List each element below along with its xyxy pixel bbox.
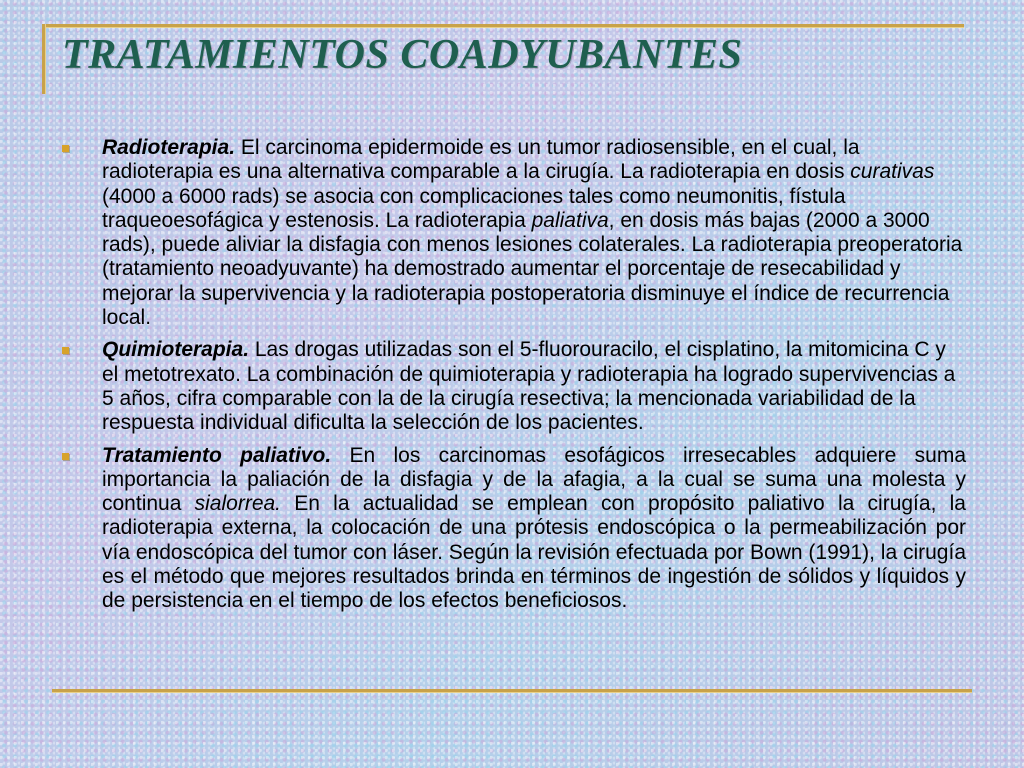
item-emphasis: curativas xyxy=(850,160,935,184)
item-text: Las drogas utilizadas son el 5-fluorouracilo, el cisplatino, la mitomicina C y el metotrexato. La combinación de quimioterapia y radioterapia ha logrado supervivencias a 5 años, cifra comparable con la de la cirugía resectiva; la mencionada variabilidad de la respuesta individual dificulta la selección de los pacientes. xyxy=(102,338,956,435)
item-emphasis: sialorrea. xyxy=(194,492,282,516)
item-text: El carcinoma epidermoide es un tumor radiosensible, en el cual, la radioterapia es una alternativa comparable a la cirugía. La radioterapia en dosis xyxy=(102,136,860,184)
list-item-radioterapia xyxy=(62,136,966,330)
list-item-tratamiento-paliativo xyxy=(62,444,966,614)
slide-title: TRATAMIENTOS COADYUBANTES xyxy=(62,32,743,78)
item-term: Radioterapia. xyxy=(102,136,236,159)
item-term: Tratamiento paliativo. xyxy=(102,443,332,467)
item-emphasis: paliativa xyxy=(531,208,609,232)
item-text: , en dosis más bajas (2000 a 3000 rads), puede aliviar la disfagia con menos lesiones colaterales. La radioterapia preoperatoria (tratamiento neoadyuvante) ha demostrado aumentar el porcentaje de resecabilidad y mejorar la supervivencia y la radioterapia postoperatoria disminuye el índice de recurrencia local. xyxy=(102,208,963,330)
item-text: En la actualidad se emplean con propósito paliativo la cirugía, la radioterapia externa, la colocación de una prótesis endoscópica o la permeabilización por vía endoscópica del tumor con láser. Según la revisión efectuada por Bown (1991), la cirugía es el método que mejores resultados brinda en términos de ingestión de sólidos y líquidos y de persistencia en el tiempo de los efectos beneficiosos. xyxy=(102,492,966,613)
frame-bottom-line xyxy=(52,689,972,693)
bullet-icon xyxy=(62,145,69,152)
list-item-quimioterapia xyxy=(62,338,966,435)
bullet-list xyxy=(62,136,966,622)
item-term: Quimioterapia. xyxy=(102,338,250,362)
bullet-icon xyxy=(62,347,69,354)
bullet-icon xyxy=(62,453,69,460)
item-text: (4000 a 6000 rads) se asocia con complicaciones tales como neumonitis, fístula traqueoesofágica y estenosis. La radioterapia xyxy=(102,184,846,232)
frame-left-line xyxy=(42,24,46,94)
item-text: En los carcinomas esofágicos irresecables adquiere suma importancia la paliación de la disfagia y de la afagia, a la cual se suma una molesta y continua xyxy=(102,443,966,516)
